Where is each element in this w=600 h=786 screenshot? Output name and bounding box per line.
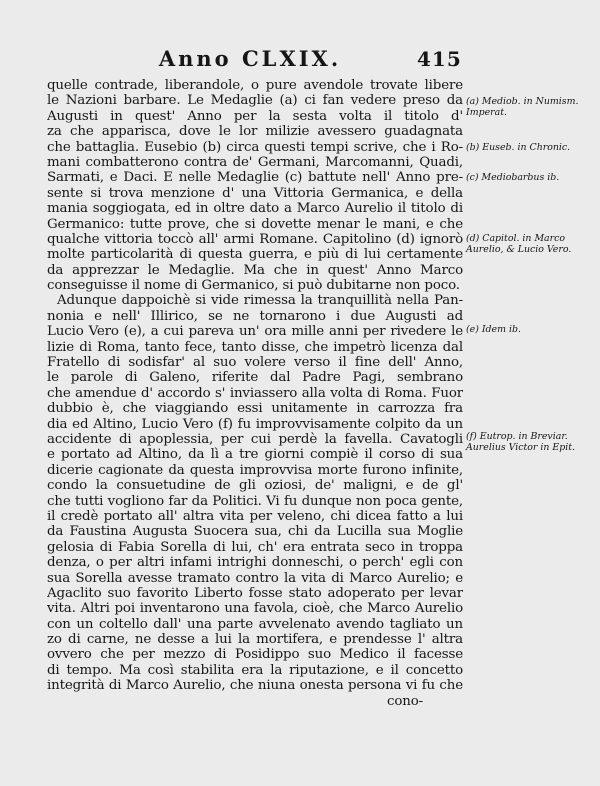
text-line: za che apparisca, dove le lor milizie avessero guadagnata (47, 124, 463, 140)
text-line: che tutti vogliono far da Politici. Vi fu dunque non poca gente, (47, 493, 463, 509)
text-line: mania soggiogata, ed in oltre dato a Marco Aurelio il titolo di (47, 201, 463, 217)
text-line: e portato ad Altino, da lì a tre giorni compiè il corso di sua (47, 447, 463, 463)
margin-note-d: (d) Capitol. in Marco Aurelio, & Lucio Vero. (466, 233, 572, 255)
text-line: dicerie cagionate da questa improvvisa morte furono infinite, (47, 462, 463, 478)
text-line: Adunque dappoichè si vide rimessa la tranquillità nella Pan- (57, 293, 463, 309)
text-line: conseguisse il nome di Germanico, si può dubitarne non poco. (47, 278, 460, 294)
text-line: dia ed Altino, Lucio Vero (f) fu improvvisamente colpito da un (47, 416, 463, 432)
text-line: da apprezzar le Medaglie. Ma che in quest' Anno Marco (47, 262, 463, 278)
text-line: vita. Altri poi inventarono una favola, cioè, che Marco Aurelio (47, 601, 463, 617)
body-text (47, 78, 463, 709)
text-line: che battaglia. Eusebio (b) circa questi tempi scrive, che i Ro- (47, 139, 463, 155)
margin-note-c: (c) Mediobarbus ib. (466, 172, 560, 183)
text-line: molte particolarità di questa guerra, e più di lui certamente (47, 247, 463, 263)
running-title: Anno CLXIX. (158, 46, 342, 71)
text-line: le parole di Galeno, riferite dal Padre Pagi, sembrano (47, 370, 463, 386)
text-line: che amendue d' accordo s' inviassero alla volta di Roma. Fuor (47, 385, 463, 401)
text-line: gelosia di Fabia Sorella di lui, ch' era entrata seco in troppa (47, 539, 463, 555)
page-number: 415 (417, 47, 462, 71)
text-line: le Nazioni barbare. Le Medaglie (a) ci fan vedere preso da (47, 93, 463, 109)
text-line: zo di carne, ne desse a lui la mortifera, e prendesse l' altra (47, 632, 463, 648)
text-line: condo la consuetudine de gli oziosi, de' maligni, e de gl' (47, 478, 463, 494)
text-line: Agaclito suo favorito Liberto fosse stato adoperato per levar (47, 585, 463, 601)
margin-note-f: (f) Eutrop. in Breviar. Aurelius Victor in Epit. (466, 431, 575, 453)
text-line: da Faustina Augusta Suocera sua, chi da Lucilla sua Moglie (47, 524, 463, 540)
text-line: ovvero che per mezzo di Posidippo suo Medico il facesse (47, 647, 463, 663)
text-line: integrità di Marco Aurelio, che niuna onesta persona vi fu che (47, 678, 463, 694)
text-line: cono- (386, 693, 423, 709)
text-line: Lucio Vero (e), a cui pareva un' ora mille anni per rivedere le (47, 324, 463, 340)
text-line: mani combatterono contra de' Germani, Marcomanni, Quadi, (47, 154, 463, 170)
text-line: accidente di apoplessia, per cui perdè la favella. Cavatogli (47, 431, 463, 447)
text-line: lizie di Roma, tanto fece, tanto disse, che impetrò licenza dal (47, 339, 463, 355)
margin-note-a: (a) Mediob. in Numism. Imperat. (466, 96, 579, 118)
text-line: Augusti in quest' Anno per la sesta volta il titolo d' (47, 108, 463, 124)
text-line: di tempo. Ma così stabilita era la riputazione, e il concetto (47, 662, 463, 678)
text-line: quelle contrade, liberandole, o pure avendole trovate libere (47, 78, 463, 93)
text-line: Germanico: tutte prove, che si dovette menar le mani, e che (47, 216, 463, 232)
page-header (0, 44, 600, 74)
text-line: Fratello di sodisfar' al suo volere verso il fine dell' Anno, (47, 355, 463, 371)
text-line: sente si trova menzione d' una Vittoria Germanica, e della (47, 185, 463, 201)
text-line: denza, o per altri infami intrighi donneschi, o perch' egli con (47, 555, 463, 571)
margin-note-e: (e) Idem ib. (466, 324, 521, 335)
text-line: nonia e nell' Illirico, se ne tornarono i due Augusti ad (47, 308, 463, 324)
text-line: Sarmati, e Daci. E nelle Medaglie (c) battute nell' Anno pre- (47, 170, 463, 186)
text-line: il credè portato all' altra vita per veleno, chi dicea fatto a lui (47, 508, 463, 524)
text-line: dubbio è, che viaggiando essi unitamente in carrozza fra (47, 401, 463, 417)
text-line: qualche vittoria toccò all' armi Romane. Capitolino (d) ignorò (47, 231, 463, 247)
text-line: con un coltello dall' una parte avvelenato avendo tagliato un (47, 616, 463, 632)
text-line: sua Sorella avesse tramato contro la vita di Marco Aurelio; e (47, 570, 463, 586)
margin-note-b: (b) Euseb. in Chronic. (466, 142, 571, 153)
